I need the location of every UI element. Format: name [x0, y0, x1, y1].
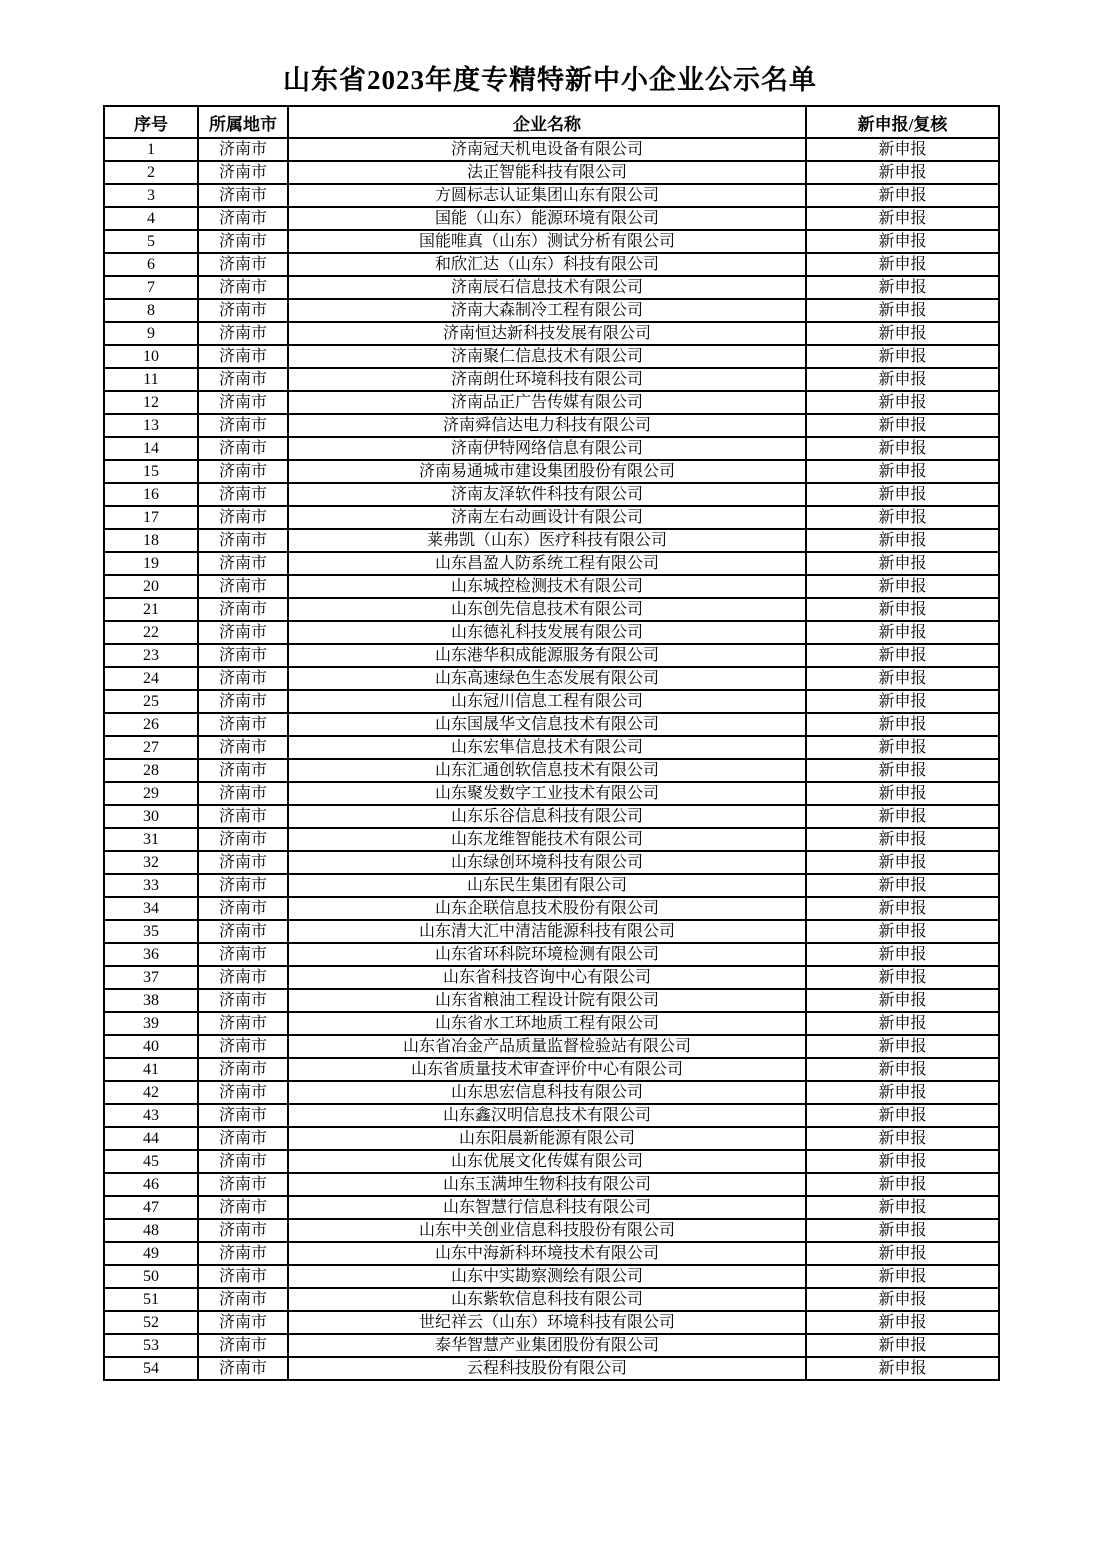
- cell-company-name: 济南左右动画设计有限公司: [288, 506, 806, 529]
- cell-company-name: 山东港华积成能源服务有限公司: [288, 644, 806, 667]
- cell-company-name: 云程科技股份有限公司: [288, 1357, 806, 1380]
- cell-city: 济南市: [198, 874, 288, 897]
- cell-index: 19: [104, 552, 198, 575]
- table-row: [104, 1265, 999, 1288]
- cell-index: 41: [104, 1058, 198, 1081]
- cell-application-type: 新申报: [806, 598, 999, 621]
- cell-city: 济南市: [198, 1311, 288, 1334]
- cell-company-name: 山东德礼科技发展有限公司: [288, 621, 806, 644]
- table-row: [104, 874, 999, 897]
- cell-application-type: 新申报: [806, 1081, 999, 1104]
- cell-index: 45: [104, 1150, 198, 1173]
- cell-city: 济南市: [198, 1242, 288, 1265]
- cell-index: 27: [104, 736, 198, 759]
- table-row: [104, 1104, 999, 1127]
- cell-city: 济南市: [198, 506, 288, 529]
- table-row: [104, 644, 999, 667]
- table-row: [104, 207, 999, 230]
- cell-company-name: 和欣汇达（山东）科技有限公司: [288, 253, 806, 276]
- cell-application-type: 新申报: [806, 299, 999, 322]
- page-title: 山东省2023年度专精特新中小企业公示名单: [283, 65, 817, 95]
- cell-company-name: 法正智能科技有限公司: [288, 161, 806, 184]
- cell-application-type: 新申报: [806, 1127, 999, 1150]
- cell-city: 济南市: [198, 598, 288, 621]
- cell-application-type: 新申报: [806, 1035, 999, 1058]
- table-row: [104, 1127, 999, 1150]
- cell-application-type: 新申报: [806, 391, 999, 414]
- cell-city: 济南市: [198, 966, 288, 989]
- cell-application-type: 新申报: [806, 874, 999, 897]
- cell-application-type: 新申报: [806, 506, 999, 529]
- table-row: [104, 966, 999, 989]
- table-row: [104, 1357, 999, 1380]
- table-row: [104, 1173, 999, 1196]
- cell-index: 48: [104, 1219, 198, 1242]
- cell-application-type: 新申报: [806, 989, 999, 1012]
- cell-city: 济南市: [198, 828, 288, 851]
- cell-company-name: 山东宏隼信息技术有限公司: [288, 736, 806, 759]
- cell-city: 济南市: [198, 920, 288, 943]
- cell-company-name: 世纪祥云（山东）环境科技有限公司: [288, 1311, 806, 1334]
- table-row: [104, 345, 999, 368]
- cell-application-type: 新申报: [806, 230, 999, 253]
- cell-index: 8: [104, 299, 198, 322]
- cell-company-name: 山东省科技咨询中心有限公司: [288, 966, 806, 989]
- cell-index: 21: [104, 598, 198, 621]
- cell-company-name: 山东聚发数字工业技术有限公司: [288, 782, 806, 805]
- cell-city: 济南市: [198, 1150, 288, 1173]
- cell-index: 32: [104, 851, 198, 874]
- table-row: [104, 1219, 999, 1242]
- cell-company-name: 济南恒达新科技发展有限公司: [288, 322, 806, 345]
- cell-city: 济南市: [198, 184, 288, 207]
- cell-application-type: 新申报: [806, 207, 999, 230]
- cell-company-name: 泰华智慧产业集团股份有限公司: [288, 1334, 806, 1357]
- cell-index: 51: [104, 1288, 198, 1311]
- cell-city: 济南市: [198, 1104, 288, 1127]
- table-row: [104, 1311, 999, 1334]
- table-row: [104, 1334, 999, 1357]
- cell-city: 济南市: [198, 690, 288, 713]
- cell-company-name: 济南大森制冷工程有限公司: [288, 299, 806, 322]
- cell-index: 38: [104, 989, 198, 1012]
- cell-city: 济南市: [198, 391, 288, 414]
- cell-company-name: 山东汇通创软信息技术有限公司: [288, 759, 806, 782]
- cell-index: 25: [104, 690, 198, 713]
- cell-application-type: 新申报: [806, 1242, 999, 1265]
- cell-index: 2: [104, 161, 198, 184]
- cell-application-type: 新申报: [806, 943, 999, 966]
- cell-index: 35: [104, 920, 198, 943]
- cell-index: 17: [104, 506, 198, 529]
- cell-city: 济南市: [198, 1035, 288, 1058]
- cell-company-name: 山东龙维智能技术有限公司: [288, 828, 806, 851]
- cell-company-name: 山东绿创环境科技有限公司: [288, 851, 806, 874]
- cell-city: 济南市: [198, 253, 288, 276]
- table-row: [104, 161, 999, 184]
- table-row: [104, 575, 999, 598]
- cell-city: 济南市: [198, 276, 288, 299]
- cell-application-type: 新申报: [806, 322, 999, 345]
- cell-company-name: 济南聚仁信息技术有限公司: [288, 345, 806, 368]
- table-row: [104, 437, 999, 460]
- table-row: [104, 322, 999, 345]
- cell-company-name: 国能唯真（山东）测试分析有限公司: [288, 230, 806, 253]
- cell-application-type: 新申报: [806, 782, 999, 805]
- cell-application-type: 新申报: [806, 621, 999, 644]
- cell-city: 济南市: [198, 1196, 288, 1219]
- table-row: [104, 1081, 999, 1104]
- cell-city: 济南市: [198, 782, 288, 805]
- table-row: [104, 851, 999, 874]
- cell-city: 济南市: [198, 1012, 288, 1035]
- cell-index: 7: [104, 276, 198, 299]
- table-row: [104, 1012, 999, 1035]
- cell-application-type: 新申报: [806, 759, 999, 782]
- cell-index: 24: [104, 667, 198, 690]
- cell-company-name: 山东省水工环地质工程有限公司: [288, 1012, 806, 1035]
- cell-city: 济南市: [198, 368, 288, 391]
- table-row: [104, 667, 999, 690]
- cell-index: 36: [104, 943, 198, 966]
- cell-company-name: 济南品正广告传媒有限公司: [288, 391, 806, 414]
- table-row: [104, 391, 999, 414]
- cell-city: 济南市: [198, 322, 288, 345]
- cell-index: 13: [104, 414, 198, 437]
- cell-company-name: 山东省粮油工程设计院有限公司: [288, 989, 806, 1012]
- cell-application-type: 新申报: [806, 345, 999, 368]
- table-row: [104, 621, 999, 644]
- cell-city: 济南市: [198, 437, 288, 460]
- cell-index: 10: [104, 345, 198, 368]
- table-row: [104, 368, 999, 391]
- cell-city: 济南市: [198, 460, 288, 483]
- cell-index: 54: [104, 1357, 198, 1380]
- cell-application-type: 新申报: [806, 805, 999, 828]
- cell-index: 5: [104, 230, 198, 253]
- cell-index: 53: [104, 1334, 198, 1357]
- cell-company-name: 山东企联信息技术股份有限公司: [288, 897, 806, 920]
- table-row: [104, 414, 999, 437]
- table-row: [104, 1058, 999, 1081]
- cell-application-type: 新申报: [806, 1012, 999, 1035]
- cell-application-type: 新申报: [806, 644, 999, 667]
- cell-application-type: 新申报: [806, 1150, 999, 1173]
- cell-city: 济南市: [198, 1058, 288, 1081]
- cell-application-type: 新申报: [806, 966, 999, 989]
- cell-company-name: 山东紫软信息科技有限公司: [288, 1288, 806, 1311]
- cell-index: 44: [104, 1127, 198, 1150]
- cell-city: 济南市: [198, 621, 288, 644]
- cell-company-name: 国能（山东）能源环境有限公司: [288, 207, 806, 230]
- cell-company-name: 山东中海新科环境技术有限公司: [288, 1242, 806, 1265]
- column-header-company-name: 企业名称: [288, 106, 806, 138]
- cell-company-name: 山东省质量技术审查评价中心有限公司: [288, 1058, 806, 1081]
- table-row: [104, 759, 999, 782]
- cell-city: 济南市: [198, 943, 288, 966]
- cell-city: 济南市: [198, 230, 288, 253]
- cell-application-type: 新申报: [806, 1196, 999, 1219]
- cell-index: 39: [104, 1012, 198, 1035]
- cell-application-type: 新申报: [806, 828, 999, 851]
- table-row: [104, 1288, 999, 1311]
- cell-company-name: 山东高速绿色生态发展有限公司: [288, 667, 806, 690]
- cell-application-type: 新申报: [806, 713, 999, 736]
- table-row: [104, 299, 999, 322]
- cell-city: 济南市: [198, 736, 288, 759]
- cell-application-type: 新申报: [806, 667, 999, 690]
- cell-city: 济南市: [198, 1288, 288, 1311]
- column-header-city: 所属地市: [198, 106, 288, 138]
- table-row: [104, 483, 999, 506]
- cell-company-name: 方圆标志认证集团山东有限公司: [288, 184, 806, 207]
- cell-city: 济南市: [198, 989, 288, 1012]
- table-row: [104, 230, 999, 253]
- table-row: [104, 943, 999, 966]
- cell-index: 18: [104, 529, 198, 552]
- cell-application-type: 新申报: [806, 460, 999, 483]
- cell-index: 4: [104, 207, 198, 230]
- cell-city: 济南市: [198, 897, 288, 920]
- cell-application-type: 新申报: [806, 1104, 999, 1127]
- cell-application-type: 新申报: [806, 1173, 999, 1196]
- table-row: [104, 920, 999, 943]
- cell-company-name: 济南辰石信息技术有限公司: [288, 276, 806, 299]
- cell-company-name: 山东国晟华文信息技术有限公司: [288, 713, 806, 736]
- cell-company-name: 山东智慧行信息科技有限公司: [288, 1196, 806, 1219]
- cell-index: 26: [104, 713, 198, 736]
- cell-city: 济南市: [198, 805, 288, 828]
- cell-company-name: 山东中关创业信息科技股份有限公司: [288, 1219, 806, 1242]
- cell-index: 6: [104, 253, 198, 276]
- table-row: [104, 713, 999, 736]
- column-header-index: 序号: [104, 106, 198, 138]
- table-row: [104, 690, 999, 713]
- cell-company-name: 山东昌盈人防系统工程有限公司: [288, 552, 806, 575]
- table-row: [104, 552, 999, 575]
- cell-company-name: 山东省环科院环境检测有限公司: [288, 943, 806, 966]
- cell-application-type: 新申报: [806, 483, 999, 506]
- cell-index: 50: [104, 1265, 198, 1288]
- cell-application-type: 新申报: [806, 575, 999, 598]
- cell-company-name: 济南友泽软件科技有限公司: [288, 483, 806, 506]
- cell-company-name: 济南朗仕环境科技有限公司: [288, 368, 806, 391]
- cell-application-type: 新申报: [806, 414, 999, 437]
- cell-application-type: 新申报: [806, 736, 999, 759]
- cell-index: 12: [104, 391, 198, 414]
- table-row: [104, 598, 999, 621]
- table-row: [104, 1035, 999, 1058]
- cell-index: 20: [104, 575, 198, 598]
- table-row: [104, 506, 999, 529]
- cell-city: 济南市: [198, 1081, 288, 1104]
- cell-application-type: 新申报: [806, 253, 999, 276]
- cell-application-type: 新申报: [806, 851, 999, 874]
- table-body: [104, 138, 999, 1380]
- cell-company-name: 山东乐谷信息科技有限公司: [288, 805, 806, 828]
- cell-index: 29: [104, 782, 198, 805]
- cell-application-type: 新申报: [806, 1334, 999, 1357]
- cell-index: 33: [104, 874, 198, 897]
- cell-city: 济南市: [198, 575, 288, 598]
- cell-application-type: 新申报: [806, 368, 999, 391]
- cell-company-name: 山东清大汇中清洁能源科技有限公司: [288, 920, 806, 943]
- table-row: [104, 828, 999, 851]
- table-row: [104, 1242, 999, 1265]
- cell-company-name: 济南伊特网络信息有限公司: [288, 437, 806, 460]
- cell-application-type: 新申报: [806, 897, 999, 920]
- cell-application-type: 新申报: [806, 1311, 999, 1334]
- cell-index: 34: [104, 897, 198, 920]
- cell-city: 济南市: [198, 483, 288, 506]
- cell-company-name: 济南易通城市建设集团股份有限公司: [288, 460, 806, 483]
- table-row: [104, 805, 999, 828]
- cell-company-name: 山东中实勘察测绘有限公司: [288, 1265, 806, 1288]
- cell-index: 40: [104, 1035, 198, 1058]
- cell-application-type: 新申报: [806, 552, 999, 575]
- table-row: [104, 782, 999, 805]
- cell-city: 济南市: [198, 529, 288, 552]
- cell-company-name: 莱弗凯（山东）医疗科技有限公司: [288, 529, 806, 552]
- cell-index: 14: [104, 437, 198, 460]
- cell-application-type: 新申报: [806, 437, 999, 460]
- cell-index: 16: [104, 483, 198, 506]
- cell-company-name: 山东优展文化传媒有限公司: [288, 1150, 806, 1173]
- cell-index: 30: [104, 805, 198, 828]
- cell-index: 11: [104, 368, 198, 391]
- cell-index: 9: [104, 322, 198, 345]
- table-row: [104, 253, 999, 276]
- cell-index: 42: [104, 1081, 198, 1104]
- table-row: [104, 989, 999, 1012]
- table-row: [104, 736, 999, 759]
- cell-city: 济南市: [198, 1127, 288, 1150]
- cell-application-type: 新申报: [806, 1357, 999, 1380]
- cell-index: 43: [104, 1104, 198, 1127]
- cell-application-type: 新申报: [806, 161, 999, 184]
- company-table: [103, 105, 1000, 1381]
- cell-index: 22: [104, 621, 198, 644]
- cell-index: 37: [104, 966, 198, 989]
- header-row: [104, 106, 999, 138]
- cell-company-name: 济南舜信达电力科技有限公司: [288, 414, 806, 437]
- cell-city: 济南市: [198, 161, 288, 184]
- cell-company-name: 山东鑫汉明信息技术有限公司: [288, 1104, 806, 1127]
- cell-city: 济南市: [198, 851, 288, 874]
- cell-application-type: 新申报: [806, 1219, 999, 1242]
- cell-application-type: 新申报: [806, 1265, 999, 1288]
- cell-company-name: 山东阳晨新能源有限公司: [288, 1127, 806, 1150]
- column-header-application-type: 新申报/复核: [806, 106, 999, 138]
- cell-application-type: 新申报: [806, 184, 999, 207]
- table-row: [104, 897, 999, 920]
- table-header: [104, 106, 999, 138]
- cell-index: 3: [104, 184, 198, 207]
- cell-application-type: 新申报: [806, 1288, 999, 1311]
- cell-index: 47: [104, 1196, 198, 1219]
- cell-city: 济南市: [198, 1357, 288, 1380]
- cell-company-name: 山东玉满坤生物科技有限公司: [288, 1173, 806, 1196]
- table-row: [104, 276, 999, 299]
- cell-index: 52: [104, 1311, 198, 1334]
- cell-index: 49: [104, 1242, 198, 1265]
- cell-index: 15: [104, 460, 198, 483]
- cell-index: 31: [104, 828, 198, 851]
- cell-company-name: 山东城控检测技术有限公司: [288, 575, 806, 598]
- cell-index: 23: [104, 644, 198, 667]
- cell-application-type: 新申报: [806, 276, 999, 299]
- cell-city: 济南市: [198, 1219, 288, 1242]
- cell-application-type: 新申报: [806, 138, 999, 161]
- cell-city: 济南市: [198, 713, 288, 736]
- cell-city: 济南市: [198, 759, 288, 782]
- cell-company-name: 山东民生集团有限公司: [288, 874, 806, 897]
- cell-city: 济南市: [198, 207, 288, 230]
- table-row: [104, 460, 999, 483]
- cell-application-type: 新申报: [806, 529, 999, 552]
- table-row: [104, 184, 999, 207]
- cell-application-type: 新申报: [806, 690, 999, 713]
- table-row: [104, 138, 999, 161]
- cell-city: 济南市: [198, 1265, 288, 1288]
- table-row: [104, 1150, 999, 1173]
- cell-city: 济南市: [198, 667, 288, 690]
- cell-city: 济南市: [198, 138, 288, 161]
- cell-city: 济南市: [198, 552, 288, 575]
- cell-company-name: 山东创先信息技术有限公司: [288, 598, 806, 621]
- cell-company-name: 山东思宏信息科技有限公司: [288, 1081, 806, 1104]
- cell-index: 28: [104, 759, 198, 782]
- cell-city: 济南市: [198, 644, 288, 667]
- table-row: [104, 1196, 999, 1219]
- cell-city: 济南市: [198, 414, 288, 437]
- cell-company-name: 山东冠川信息工程有限公司: [288, 690, 806, 713]
- cell-company-name: 济南冠天机电设备有限公司: [288, 138, 806, 161]
- cell-city: 济南市: [198, 345, 288, 368]
- cell-city: 济南市: [198, 1173, 288, 1196]
- cell-application-type: 新申报: [806, 920, 999, 943]
- cell-city: 济南市: [198, 299, 288, 322]
- table-row: [104, 529, 999, 552]
- cell-company-name: 山东省冶金产品质量监督检验站有限公司: [288, 1035, 806, 1058]
- cell-city: 济南市: [198, 1334, 288, 1357]
- cell-index: 46: [104, 1173, 198, 1196]
- cell-index: 1: [104, 138, 198, 161]
- cell-application-type: 新申报: [806, 1058, 999, 1081]
